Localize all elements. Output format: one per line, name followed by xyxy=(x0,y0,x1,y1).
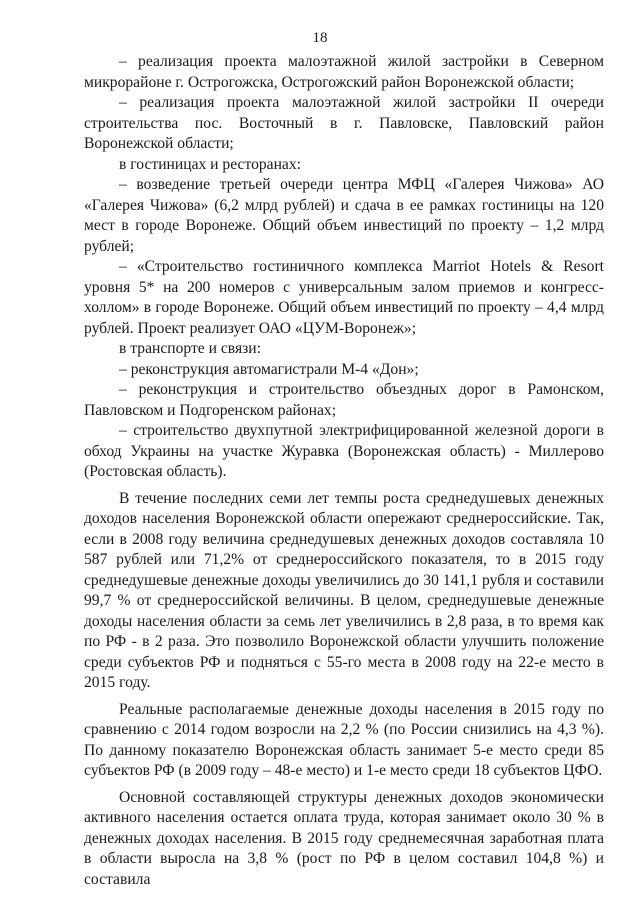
list-item-galereya-chizhova: – возведение третьей очереди центра МФЦ «Галерея Чижова» АО «Галерея Чижова» (6,2 млрд рублей) и сдача в ее рамках гостиницы на 120 мест в городе Воронеже. Общий объем инвестиций по проекту – 1,2 млрд рублей; xyxy=(84,176,604,255)
paragraph-income-growth: В течение последних семи лет темпы роста среднедушевых денежных доходов населения Воронежской области опережают среднероссийские. Так, если в 2008 году величина среднедушевых денежных доходов составляла 10 587 рублей или 71,2% от среднероссийского показателя, то в 2015 году среднедушевые денежные доходы увеличились до 30 141,1 рубля и составили 99,7 % от среднероссийской величины. В целом, среднедушевые денежные доходы населения области за семь лет увеличились в 2,8 раза, в то время как по РФ - в 2 раза. Это позволило Воронежской области улучшить положение среди субъектов РФ и подняться с 55-го места в 2008 году на 22-е место в 2015 году. xyxy=(84,489,604,691)
list-item-ostrogozhsk: – реализация проекта малоэтажной жилой застройки в Северном микрорайоне г. Острогожска, Острогожский район Воронежской области; xyxy=(84,53,604,91)
page-number: 18 xyxy=(312,30,328,46)
list-item-m4-don: – реконструкция автомагистрали М-4 «Дон»; xyxy=(119,360,419,378)
paragraph-real-income: Реальные располагаемые денежные доходы населения в 2015 году по сравнению с 2014 годом возросли на 2,2 % (по России снизились на 4,3 %). По данному показателю Воронежская область занимает 5-е место среди 85 субъектов РФ (в 2009 году – 48-е место) и 1-е место среди 18 субъектов ЦФО. xyxy=(84,700,604,779)
section-hotels-heading: в гостиницах и ресторанах: xyxy=(119,155,301,173)
paragraph-wages: Основной составляющей структуры денежных доходов экономически активного населения остается оплата труда, которая занимает около 30 % в денежных доходах населения. В 2015 году среднемесячная заработная плата в области выросла на 3,8 % (рост по РФ в целом составил 104,8 %) и составила xyxy=(84,788,604,888)
list-item-marriott: – «Строительство гостиничного комплекса Marriot Hotels & Resort уровня 5* на 200 номеров с универсальным залом приемов и конгресс-холлом» в городе Воронеже. Общий объем инвестиций по проекту – 4,4 млрд рублей. Проект реализует ОАО «ЦУМ-Воронеж»; xyxy=(84,258,604,337)
section-transport-heading: в транспорте и связи: xyxy=(119,340,261,357)
page-body xyxy=(84,52,604,890)
list-item-bypass-roads: – реконструкция и строительство объездных дорог в Рамонском, Павловском и Подгоренском районах; xyxy=(84,381,604,419)
list-item-pavlovsk: – реализация проекта малоэтажной жилой застройки II очереди строительства пос. Восточный в г. Павловске, Павловский район Воронежской области; xyxy=(84,94,604,152)
list-item-railway: – строительство двухпутной электрифицированной железной дороги в обход Украины на участке Журавка (Воронежская область) - Миллерово (Ростовская область). xyxy=(84,422,604,480)
